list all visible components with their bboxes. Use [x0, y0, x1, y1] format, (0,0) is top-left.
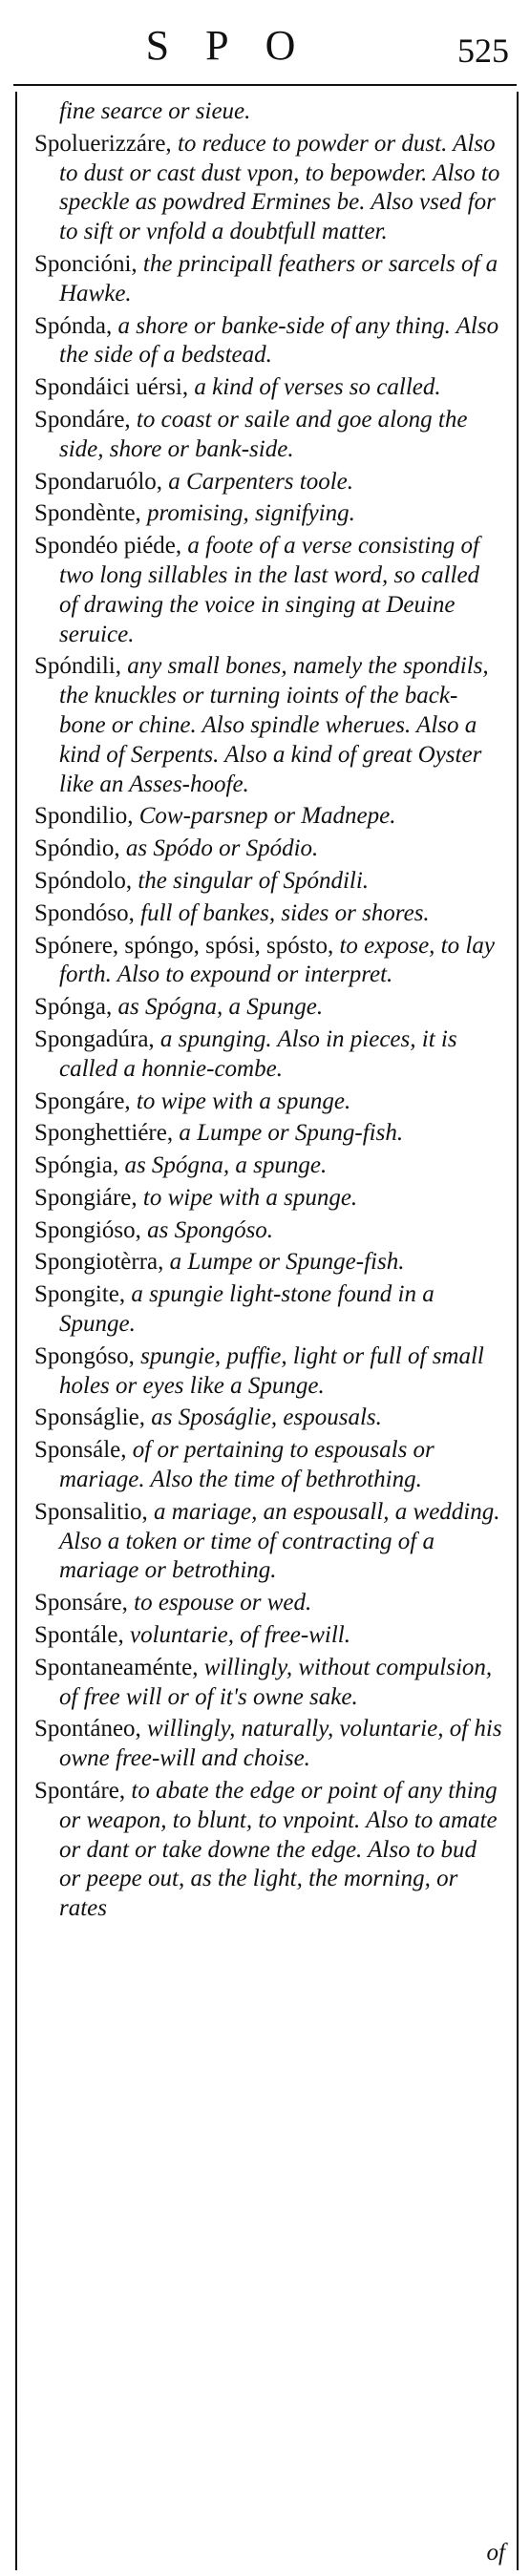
dictionary-entry: [34, 373, 503, 403]
entry-definition: as Spódo or Spódio.: [119, 835, 319, 862]
dictionary-entry: [34, 1184, 503, 1214]
dictionary-entry: [34, 1715, 503, 1774]
dictionary-entry: [34, 1404, 503, 1433]
entry-definition: willingly, without compulsion, of free will or of it's owne sake.: [59, 1654, 493, 1710]
dictionary-entry: [34, 1777, 503, 1924]
entry-definition: a kind of verses so called.: [188, 374, 441, 401]
entry-definition: a Carpenters toole.: [162, 468, 354, 495]
dictionary-entry: [34, 1119, 503, 1149]
entry-definition: fine searce or sieue.: [59, 98, 251, 124]
entry-definition: to reduce to powder or dust. Also to dust or cast dust vpon, to bepowder. Also to speckle as powdred Ermines be. Also vsed for to sift or vnfold a doubtfull matter.: [59, 130, 500, 245]
dictionary-entry: [34, 1151, 503, 1181]
entry-headword: Spondéo piéde,: [34, 533, 182, 560]
entry-definition: to wipe with a spunge.: [137, 1184, 358, 1211]
page-header: [0, 17, 530, 74]
entry-headword: Sponságlie,: [34, 1404, 145, 1431]
entry-headword: Spongadúra,: [34, 1025, 155, 1052]
dictionary-entry: [34, 1342, 503, 1402]
entry-headword: Spónga,: [34, 994, 113, 1021]
dictionary-entry: [34, 802, 503, 832]
dictionary-entry: [34, 468, 503, 497]
entry-definition: of or pertaining to espousals or mariage. Also the time of bethrothing.: [59, 1437, 435, 1493]
entry-headword: Spontáre,: [34, 1778, 126, 1805]
entry-definition: to expose, to lay forth. Also to expound or interpret.: [59, 932, 495, 988]
entry-definition: voluntarie, of free-will.: [123, 1622, 350, 1649]
dictionary-entry: [34, 1216, 503, 1246]
dictionary-entry: [34, 899, 503, 929]
dictionary-entry: [34, 1654, 503, 1713]
entry-headword: Spongite,: [34, 1281, 126, 1308]
entry-headword: Spóngia,: [34, 1152, 119, 1179]
entry-headword: Sponghettiére,: [34, 1120, 174, 1147]
entry-headword: Sponsalitio,: [34, 1498, 148, 1525]
dictionary-entry: [34, 652, 503, 799]
entry-headword: Spóndio,: [34, 835, 120, 862]
entry-definition: to wipe with a spunge.: [130, 1087, 351, 1114]
dictionary-entry: [34, 312, 503, 371]
entry-definition: as Spongóso.: [140, 1216, 274, 1243]
entry-headword: Spongióso,: [34, 1216, 141, 1243]
entry-definition: to coast or saile and goe along the side, shore or bank-side.: [59, 406, 468, 462]
entry-headword: Spondáre,: [34, 406, 131, 433]
dictionary-entry: [34, 97, 503, 127]
entry-definition: the singular of Spóndili.: [132, 867, 370, 894]
dictionary-entry: [34, 1621, 503, 1651]
dictionary-entry: [34, 1280, 503, 1340]
entry-headword: Spónere, spóngo, spósi, spósto,: [34, 932, 334, 959]
entry-definition: as Spógna, a spunge.: [118, 1152, 328, 1179]
entry-headword: Spondóso,: [34, 899, 135, 926]
page-number: 525: [457, 32, 509, 70]
entry-headword: Sponsále,: [34, 1437, 127, 1464]
entry-definition: full of bankes, sides or shores.: [134, 899, 430, 926]
entry-definition: a spunging. Also in pieces, it is called a honnie-combe.: [59, 1025, 457, 1082]
entry-headword: Sponsáre,: [34, 1590, 128, 1616]
dictionary-entry: [34, 1498, 503, 1586]
dictionary-entry: [34, 867, 503, 897]
entry-definition: a foote of a verse consisting of two long sillables in the last word, so called of drawing the voice in singing at Deuine seruice.: [59, 533, 480, 647]
entry-definition: Cow-parsnep or Madnepe.: [133, 803, 396, 830]
entry-headword: Spondènte,: [34, 500, 141, 527]
entry-definition: to abate the edge or point of any thing or weapon, to blunt, to vnpoint. Also to amate or dant or take downe the edge. Also to bud or peepe out, as the light, the morning, or rates: [59, 1778, 498, 1922]
entry-definition: any small bones, namely the spondils, the knuckles or turning ioints of the back-bone or chine. Also spindle wherues. Also a kind of Serpents. Also a kind of great Oyster like an Asses-hoofe.: [59, 653, 489, 797]
dictionary-entry: [34, 1087, 503, 1117]
entry-definition: willingly, naturally, voluntarie, of his owne free-will and choise.: [59, 1716, 502, 1772]
entry-definition: a shore or banke-side of any thing. Also the side of a bedstead.: [59, 312, 499, 369]
dictionary-entry: [34, 130, 503, 247]
entry-headword: Spongáre,: [34, 1087, 131, 1114]
dictionary-entry: [34, 532, 503, 649]
entry-headword: Spónda,: [34, 312, 113, 339]
entry-headword: Spóndili,: [34, 653, 121, 680]
entry-definition: spungie, puffie, light or full of small holes or eyes like a Spunge.: [59, 1342, 484, 1399]
dictionary-entry: [34, 499, 503, 529]
catchword: of: [486, 2540, 505, 2565]
entry-headword: Spondaruólo,: [34, 468, 163, 495]
dictionary-entry: [34, 250, 503, 309]
entry-definition: the principall feathers or sarcels of a Hawke.: [59, 250, 498, 306]
entry-definition: as Sposáglie, espousals.: [144, 1404, 382, 1431]
entry-headword: Spondilio,: [34, 803, 134, 830]
dictionary-entry: [34, 1436, 503, 1495]
entry-headword: Spontaneaménte,: [34, 1654, 199, 1680]
dictionary-entry: [34, 834, 503, 864]
entry-definition: a Lumpe or Spunge-fish.: [163, 1249, 405, 1276]
entry-headword: Sponcióni,: [34, 250, 138, 277]
dictionary-entry: [34, 406, 503, 465]
entry-definition: promising, signifying.: [140, 500, 355, 527]
dictionary-entry: [34, 932, 503, 991]
entry-headword: Spondáici uérsi,: [34, 374, 189, 401]
dictionary-entry: [34, 993, 503, 1023]
entry-headword: Spóndolo,: [34, 867, 133, 894]
dictionary-column: [15, 92, 519, 2570]
entry-definition: as Spógna, a Spunge.: [112, 994, 324, 1021]
entry-definition: a Lumpe or Spung-fish.: [173, 1120, 404, 1147]
header-rule: [13, 84, 517, 86]
entry-headword: Spongiáre,: [34, 1184, 138, 1211]
dictionary-entry: [34, 1025, 503, 1085]
dictionary-entry: [34, 1248, 503, 1277]
dictionary-entry: [34, 1589, 503, 1618]
entry-headword: Spongiotèrra,: [34, 1249, 164, 1276]
entry-headword: Spontále,: [34, 1622, 124, 1649]
entry-headword: Spoluerizzáre,: [34, 130, 172, 157]
entry-headword: Spongóso,: [34, 1342, 135, 1369]
entry-headword: Spontáneo,: [34, 1716, 141, 1742]
entry-definition: a mariage, an espousall, a wedding. Also a token or time of contracting of a mariage or betrothing.: [59, 1498, 500, 1584]
entry-definition: to espouse or wed.: [127, 1590, 312, 1616]
entry-definition: a spungie light-stone found in a Spunge.: [59, 1281, 435, 1338]
entry-list: [17, 92, 517, 1924]
running-head: SPO: [145, 22, 332, 69]
